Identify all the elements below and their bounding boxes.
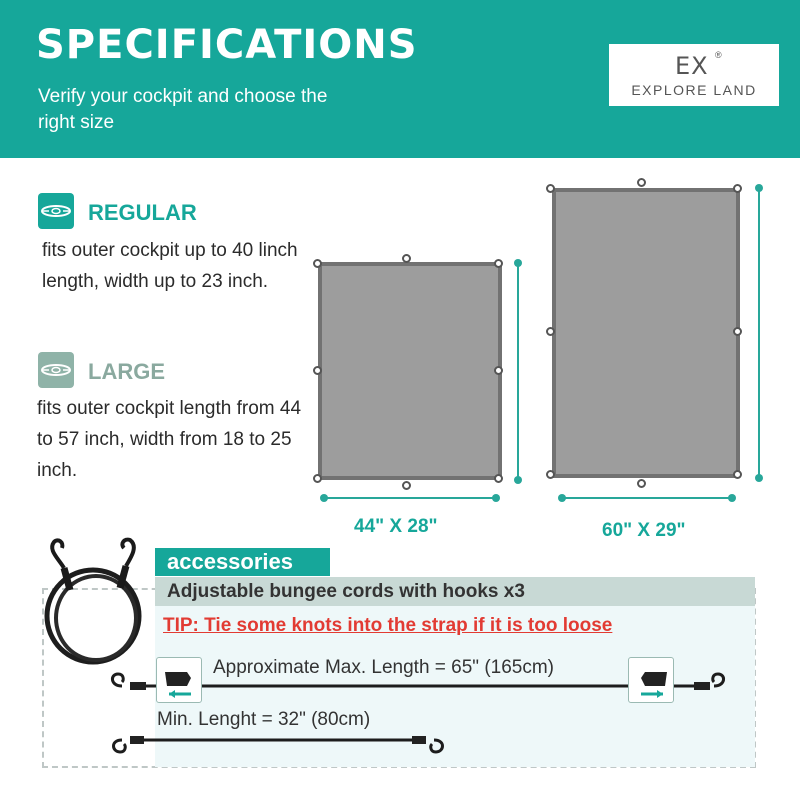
- header-banner: [0, 0, 800, 158]
- logo-registered-mark: ®: [715, 50, 722, 60]
- grommet-icon: [546, 470, 555, 479]
- line-end-dot: [514, 259, 522, 267]
- large-width-line: [562, 497, 732, 499]
- regular-size-title: REGULAR: [88, 200, 197, 225]
- grommet-icon: [313, 366, 322, 375]
- regular-width-line: [324, 497, 496, 499]
- regular-cover-image: [318, 262, 502, 480]
- grommet-icon: [402, 254, 411, 263]
- kayak-icon: [38, 193, 74, 229]
- logo-brand-name: EXPLORE LAND: [631, 82, 757, 98]
- regular-height-line: [517, 262, 519, 480]
- grommet-icon: [733, 327, 742, 336]
- coiled-bungee-cord-image: [28, 528, 168, 668]
- max-length-label: Approximate Max. Length = 65" (165cm): [213, 657, 554, 678]
- grommet-icon: [494, 366, 503, 375]
- brand-logo: [609, 44, 779, 106]
- line-end-dot: [320, 494, 328, 502]
- hand-pull-left-icon: [156, 657, 202, 703]
- hand-pull-right-icon: [628, 657, 674, 703]
- logo-mark: EX: [675, 52, 709, 80]
- accessories-heading: accessories: [155, 548, 330, 576]
- large-dimension-label: 60" X 29": [602, 520, 686, 541]
- line-end-dot: [755, 184, 763, 192]
- line-end-dot: [514, 476, 522, 484]
- line-end-dot: [755, 474, 763, 482]
- accessories-item-label: Adjustable bungee cords with hooks x3: [155, 577, 755, 606]
- kayak-icon: [38, 352, 74, 388]
- grommet-icon: [494, 259, 503, 268]
- grommet-icon: [546, 184, 555, 193]
- line-end-dot: [728, 494, 736, 502]
- grommet-icon: [637, 178, 646, 187]
- line-end-dot: [558, 494, 566, 502]
- grommet-icon: [402, 481, 411, 490]
- grommet-icon: [733, 470, 742, 479]
- large-height-line: [758, 188, 760, 478]
- grommet-icon: [733, 184, 742, 193]
- grommet-icon: [313, 474, 322, 483]
- large-cover-image: [552, 188, 740, 478]
- min-length-label: Min. Lenght = 32" (80cm): [157, 709, 371, 730]
- page-subtitle: Verify your cockpit and choose the right size: [38, 86, 328, 133]
- line-end-dot: [492, 494, 500, 502]
- large-size-description: fits outer cockpit length from 44 to 57 inch, width from 18 to 25 inch.: [37, 398, 302, 481]
- grommet-icon: [494, 474, 503, 483]
- grommet-icon: [637, 479, 646, 488]
- regular-size-description: fits outer cockpit up to 40 linch length, width up to 23 inch.: [42, 240, 298, 292]
- large-size-title: LARGE: [88, 359, 165, 384]
- page-title: SPECIFICATIONS: [36, 22, 418, 68]
- grommet-icon: [546, 327, 555, 336]
- tip-text: TIP: Tie some knots into the strap if it is too loose: [163, 615, 613, 636]
- short-cord-image: [108, 728, 448, 756]
- grommet-icon: [313, 259, 322, 268]
- regular-dimension-label: 44" X 28": [354, 516, 438, 537]
